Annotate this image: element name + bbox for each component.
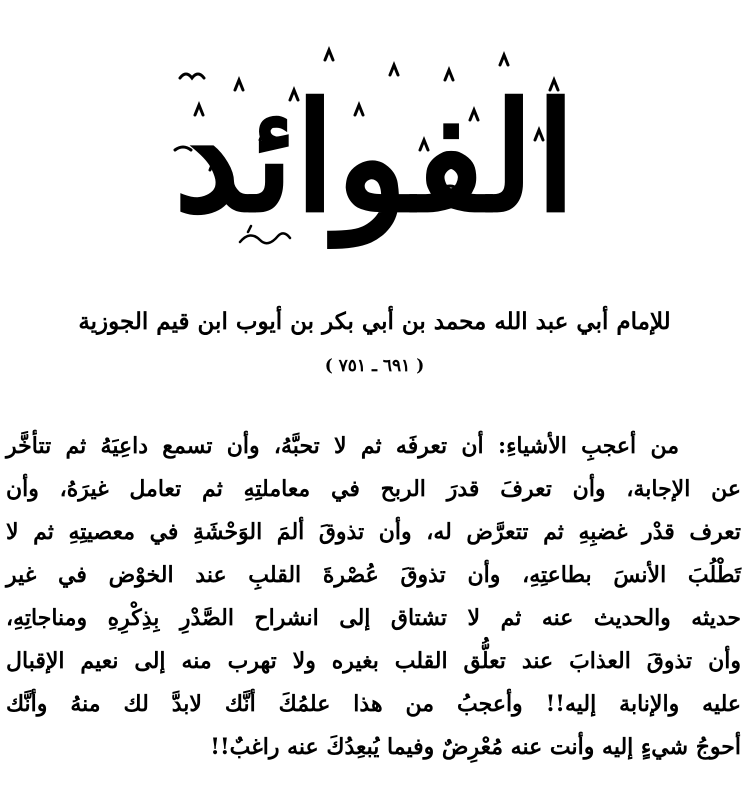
calligraphic-title bbox=[140, 20, 610, 265]
passage-line: من أعجبِ الأشياءِ: أن تعرفَه ثم لا تحبَّهُ، وأن تسمع داعِيَهُ ثم تتأخَّر bbox=[6, 433, 679, 459]
author-dates: ( ٦٩١ ـ ٧٥١ ) bbox=[324, 356, 425, 376]
passage-line: حديثه والحديث عنه ثم لا تشتاق إلى انشراح الصَّدْرِ بِذِكْرِهِ ومناجاتِهِ، bbox=[6, 605, 741, 631]
passage-line: تعرف قدْر غضبِهِ ثم تتعرَّض له، وأن تذوقَ ألمَ الوَحْشَةِ في معصيتِهِ ثم لا bbox=[6, 519, 741, 545]
title-text: الفوائد bbox=[173, 70, 577, 246]
passage-line: عليه والإنابة إليه!! وأعجبُ من هذا علمُكَ أنَّك لابدَّ لك منهُ وأنَّك bbox=[6, 691, 741, 717]
passage-line: تَطْلُبَ الأنسَ بطاعتِهِ، وأن تذوقَ عُصْرةَ القلبِ عند الخوْض في غير bbox=[6, 562, 741, 588]
passage-line: وأن تذوقَ العذابَ عند تعلُّق القلب بغيره ولا تهرب منه إلى نعيم الإقبال bbox=[6, 648, 741, 674]
passage bbox=[6, 425, 741, 769]
passage-line: عن الإجابة، وأن تعرفَ قدرَ الربح في معاملتِهِ ثم تعامل غيرَهُ، وأن bbox=[6, 476, 741, 502]
passage-line: أحوجُ شيءٍ إليه وأنت عنه مُعْرِضٌ وفيما يُبعِدُكَ عنه راغبٌ!! bbox=[210, 734, 741, 760]
author-line: للإمام أبي عبد الله محمد بن أبي بكر بن أيوب ابن قيم الجوزية bbox=[78, 308, 671, 335]
title-calligraphy-svg bbox=[140, 20, 610, 265]
